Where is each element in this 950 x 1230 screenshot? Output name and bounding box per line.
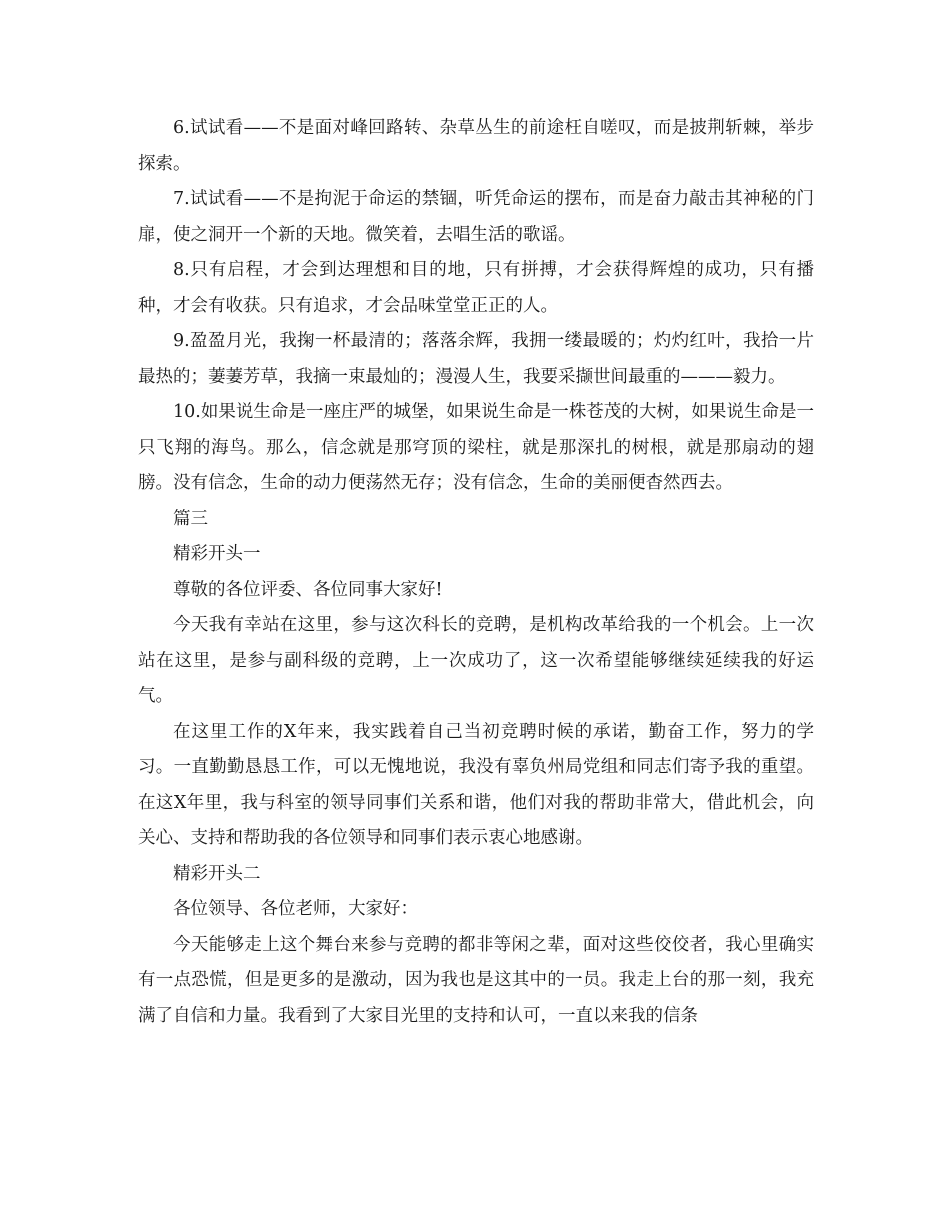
- paragraph-9: 9.盈盈月光，我掬一杯最清的；落落余辉，我拥一缕最暖的；灼灼红叶，我拾一片最热的；萋萋芳草，我摘一束最灿的；漫漫人生，我要采撷世间最重的———毅力。: [138, 331, 814, 387]
- section-heading: 篇三: [173, 508, 208, 529]
- document-page: [138, 111, 814, 1034]
- paragraph-10: 10.如果说生命是一座庄严的城堡，如果说生命是一株苍茂的大树，如果说生命是一只飞翔的海鸟。那么，信念就是那穹顶的梁柱，就是那深扎的树根，就是那扇动的翅膀。没有信念，生命的动力便荡然无存；没有信念，生命的美丽便杳然西去。: [138, 402, 814, 493]
- subsection-heading: 精彩开头一: [173, 544, 261, 564]
- paragraph-8: 8.只有启程，才会到达理想和目的地，只有拼搏，才会获得辉煌的成功，只有播种，才会有收获。只有追求，才会品味堂堂正正的人。: [138, 260, 814, 316]
- salutation: 各位领导、各位老师，大家好：: [173, 899, 418, 919]
- salutation: 尊敬的各位评委、各位同事大家好!: [173, 579, 443, 600]
- body-paragraph: 今天我有幸站在这里，参与这次科长的竞聘，是机构改革给我的一个机会。上一次站在这里，是参与副科级的竞聘，上一次成功了，这一次希望能够继续延续我的好运气。: [138, 615, 814, 706]
- subsection-heading: 精彩开头二: [173, 863, 261, 884]
- paragraph-7: 7.试试看——不是拘泥于命运的禁锢，听凭命运的摆布，而是奋力敲击其神秘的门扉，使之洞开一个新的天地。微笑着，去唱生活的歌谣。: [138, 189, 814, 245]
- body-paragraph: 今天能够走上这个舞台来参与竞聘的都非等闲之辈，面对这些佼佼者，我心里确实有一点恐慌，但是更多的是激动，因为我也是这其中的一员。我走上台的那一刻，我充满了自信和力量。我看到了大家目光里的支持和认可，一直以来我的信条: [138, 934, 814, 1026]
- body-paragraph: 在这里工作的X年来，我实践着自己当初竞聘时候的承诺，勤奋工作，努力的学习。一直勤勤恳恳工作，可以无愧地说，我没有辜负州局党组和同志们寄予我的重望。在这X年里，我与科室的领导同事们关系和谐，他们对我的帮助非常大，借此机会，向关心、支持和帮助我的各位领导和同事们表示衷心地感谢。: [138, 721, 814, 848]
- paragraph-6: 6.试试看——不是面对峰回路转、杂草丛生的前途枉自嗟叹，而是披荆斩棘，举步探索。: [138, 118, 814, 174]
